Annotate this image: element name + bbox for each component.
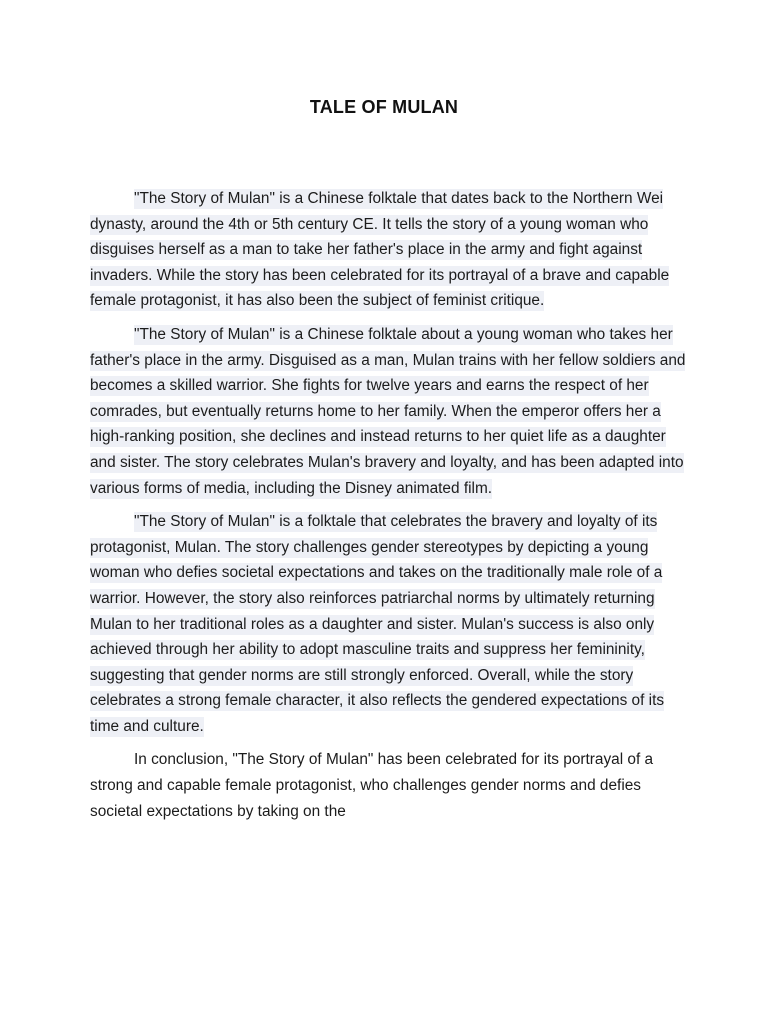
paragraph-4 (90, 747, 690, 824)
paragraph-1 (90, 186, 690, 314)
paragraph-3-text: "The Story of Mulan" is a folktale that celebrates the bravery and loyalty of its protagonist, Mulan. The story challenges gender stereotypes by depicting a young woman who defies societal expectations and takes on the traditionally male role of a warrior. However, the story also reinforces patriarchal norms by ultimately returning Mulan to her traditional roles as a daughter and sister. Mulan's success is also only achieved through her ability to adopt masculine traits and suppress her femininity, suggesting that gender norms are still strongly enforced. Overall, while the story celebrates a strong female character, it also reflects the gendered expectations of its time and culture. (90, 513, 665, 735)
paragraph-4-text: In conclusion, "The Story of Mulan" has been celebrated for its portrayal of a strong and capable female protagonist, who challenges gender norms and defies societal expectations by taking on the (90, 751, 654, 820)
paragraph-1-text: "The Story of Mulan" is a Chinese folktale that dates back to the Northern Wei dynasty, around the 4th or 5th century CE. It tells the story of a young woman who disguises herself as a man to take her father's place in the army and fight against invaders. While the story has been celebrated for its portrayal of a brave and capable female protagonist, it has also been the subject of feminist critique. (90, 190, 670, 310)
paragraph-3 (90, 509, 690, 739)
document-title: TALE OF MULAN (309, 97, 459, 117)
paragraph-2-text: "The Story of Mulan" is a Chinese folktale about a young woman who takes her father's place in the army. Disguised as a man, Mulan trains with her fellow soldiers and becomes a skilled warrior. She fights for twelve years and earns the respect of her comrades, but eventually returns home to her family. When the emperor offers her a high-ranking position, she declines and instead returns to her quiet life as a daughter and sister. The story celebrates Mulan's bravery and loyalty, and has been adapted into various forms of media, including the Disney animated film. (90, 325, 686, 497)
paragraph-2 (90, 322, 690, 501)
document-body (90, 186, 690, 832)
